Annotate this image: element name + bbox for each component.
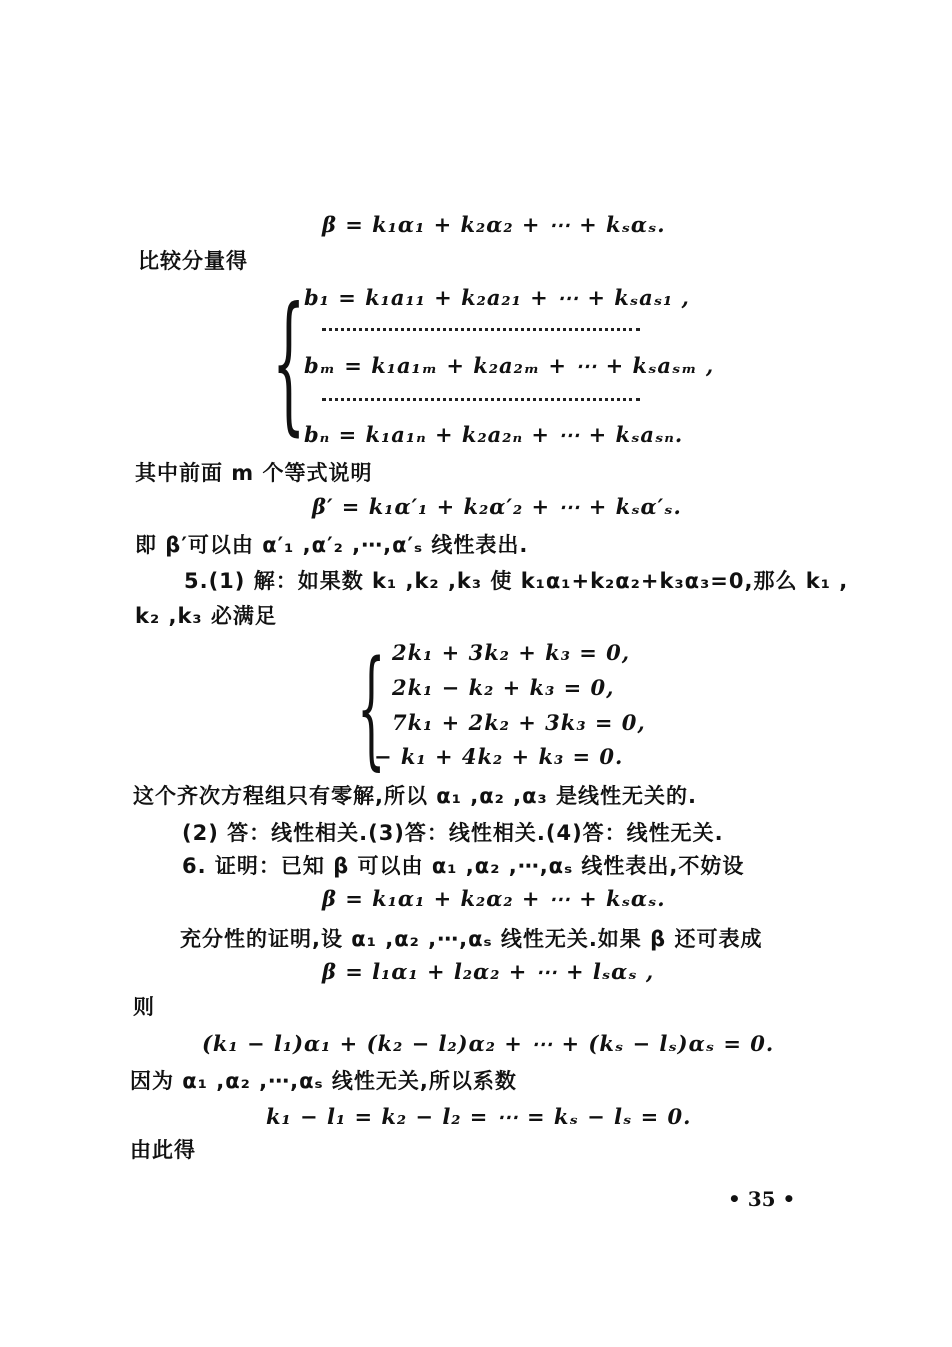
equation-difference: (k₁ − l₁)α₁ + (k₂ − l₂)α₂ + ⋯ + (kₛ − lₛ)αₛ = 0. [202,1031,775,1056]
text-beta-prime-expressed: 即 β′可以由 α′₁ ,α′₂ ,⋯,α′ₛ 线性表出. [135,533,529,557]
equation-beta-l: β = l₁α₁ + l₂α₂ + ⋯ + lₛαₛ , [322,959,655,984]
ellipsis-dots [322,328,640,331]
system1-row-b1: b₁ = k₁a₁₁ + k₂a₂₁ + ⋯ + kₛaₛ₁ , [304,285,690,310]
text-hence: 由此得 [130,1138,196,1162]
system2-row-3: 7k₁ + 2k₂ + 3k₃ = 0, [392,710,646,735]
problem-6-proof: 6. 证明：已知 β 可以由 α₁ ,α₂ ,⋯,αₛ 线性表出,不妨设 [182,854,745,878]
text-compare-components: 比较分量得 [138,249,248,273]
text-then: 则 [133,995,155,1019]
problem-5-line-2: k₂ ,k₃ 必满足 [135,604,277,628]
left-brace: { [272,276,306,450]
equation-beta-prime: β′ = k₁α′₁ + k₂α′₂ + ⋯ + kₛα′ₛ. [312,494,682,519]
left-brace: { [357,634,386,783]
system2-row-2: 2k₁ − k₂ + k₃ = 0, [392,675,615,700]
text-sufficiency-proof: 充分性的证明,设 α₁ ,α₂ ,⋯,αₛ 线性无关.如果 β 还可表成 [180,927,763,951]
text-only-zero-solution: 这个齐次方程组只有零解,所以 α₁ ,α₂ ,α₃ 是线性无关的. [133,784,698,808]
system2-row-4: − k₁ + 4k₂ + k₃ = 0. [374,744,624,769]
text-first-m-equations: 其中前面 m 个等式说明 [135,461,373,485]
system1-row-bn: bₙ = k₁a₁ₙ + k₂a₂ₙ + ⋯ + kₛaₛₙ. [304,422,684,447]
equation-coefficients-zero: k₁ − l₁ = k₂ − l₂ = ⋯ = kₛ − lₛ = 0. [266,1104,692,1129]
equation-beta-k: β = k₁α₁ + k₂α₂ + ⋯ + kₛαₛ. [322,886,666,911]
ellipsis-dots [322,398,640,401]
system1-row-bm: bₘ = k₁a₁ₘ + k₂a₂ₘ + ⋯ + kₛaₛₘ , [304,353,715,378]
text-because-independent: 因为 α₁ ,α₂ ,⋯,αₛ 线性无关,所以系数 [130,1069,517,1093]
system2-row-1: 2k₁ + 3k₂ + k₃ = 0, [392,640,631,665]
text-answers-2-4: (2) 答：线性相关.(3)答：线性相关.(4)答：线性无关. [182,821,724,845]
equation-beta-combination: β = k₁α₁ + k₂α₂ + ⋯ + kₛαₛ. [322,212,666,237]
problem-5-line-1: 5.(1) 解：如果数 k₁ ,k₂ ,k₃ 使 k₁α₁+k₂α₂+k₃α₃=0,那么 k₁ , [184,569,849,593]
page-number: • 35 • [728,1187,796,1211]
